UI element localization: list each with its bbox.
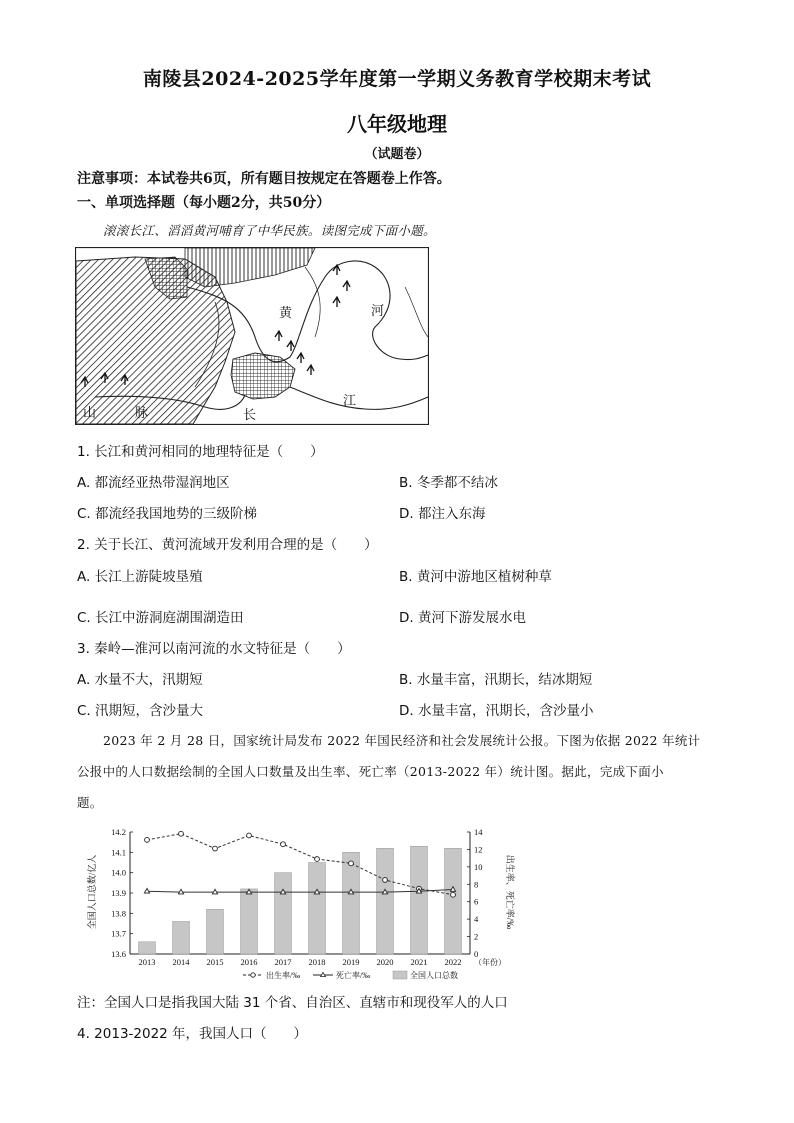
chart-note: 注：全国人口是指我国大陆 31 个省、自治区、直辖市和现役军人的人口: [77, 995, 508, 1011]
y-left-tick-label: 14.1: [111, 847, 126, 858]
legend-death-marker: [321, 972, 326, 976]
y-axis-left-label: 全国人口总数/亿人: [87, 854, 97, 930]
exam-title: 南陵县2024-2025学年度第一学期义务教育学校期末考试: [142, 68, 652, 90]
map-label-mai: 脉: [135, 405, 149, 420]
q2-option-d[interactable]: D. 黄河下游发展水电: [399, 610, 526, 626]
q1-option-d[interactable]: D. 都注入东海: [399, 506, 486, 522]
y-left-tick-label: 13.7: [111, 928, 126, 939]
x-axis-unit: （年份）: [474, 958, 506, 967]
map-label-shan: 山: [83, 405, 97, 420]
birth-rate-point: [145, 837, 150, 842]
legend-bar-label: 全国人口总数: [410, 971, 458, 980]
x-tick-label: 2018: [308, 957, 326, 967]
notice: 注意事项：本试卷共6页，所有题目按规定在答题卷上作答。: [77, 171, 451, 187]
volume-label: （试题卷）: [364, 147, 430, 162]
section-heading: 一、单项选择题（每小题2分，共50分）: [77, 195, 331, 211]
intro-paragraph-2-line-2: 公报中的人口数据绘制的全国人口数量及出生率、死亡率（2013-2022 年）统计图。据此，完成下面小: [77, 764, 664, 779]
x-tick-label: 2021: [410, 957, 428, 967]
population-bar: [445, 848, 462, 954]
x-tick-label: 2022: [444, 957, 462, 967]
x-tick-label: 2019: [342, 957, 360, 967]
y-left-tick-label: 14.2: [111, 827, 126, 837]
x-tick-label: 2014: [172, 957, 190, 967]
x-tick-label: 2016: [240, 957, 258, 967]
y-right-tick-label: 0: [474, 949, 479, 959]
question-3-stem: 3. 秦岭—淮河以南河流的水文特征是（ ）: [77, 641, 351, 657]
population-bar: [309, 863, 326, 955]
population-bar: [139, 942, 156, 954]
map-label-chang: 长: [243, 407, 257, 422]
q1-option-a[interactable]: A. 都流经亚热带湿润地区: [77, 475, 230, 491]
y-left-tick-label: 13.6: [111, 949, 126, 959]
population-bar: [343, 852, 360, 954]
y-right-tick-label: 4: [474, 914, 479, 925]
x-tick-label: 2017: [274, 957, 292, 967]
q3-option-c[interactable]: C. 汛期短，含沙量大: [77, 703, 204, 719]
population-bar: [275, 873, 292, 954]
population-bar: [207, 909, 224, 954]
y-right-tick-label: 2: [474, 931, 479, 942]
birth-rate-point: [213, 846, 218, 851]
q1-option-b[interactable]: B. 冬季都不结冰: [399, 475, 498, 491]
birth-rate-point: [179, 831, 184, 836]
y-right-tick-label: 12: [474, 844, 483, 855]
death-rate-point: [212, 889, 217, 894]
population-bar: [173, 921, 190, 954]
intro-paragraph-2-line-1: 2023 年 2 月 28 日，国家统计局发布 2022 年国民经济和社会发展统计公报。下图为依据 2022 年统计: [103, 733, 701, 748]
legend-birth-marker: [251, 973, 255, 977]
y-left-tick-label: 13.8: [111, 908, 126, 919]
death-rate-point: [144, 888, 149, 893]
birth-rate-point: [451, 892, 456, 897]
legend-death-label: 死亡率/‰: [336, 971, 371, 980]
birth-rate-line: [147, 834, 453, 895]
map-label-jiang: 江: [343, 393, 357, 408]
legend-bar-swatch: [393, 971, 407, 979]
birth-rate-point: [247, 833, 252, 838]
x-tick-label: 2013: [138, 957, 156, 967]
q3-option-d[interactable]: D. 水量丰富，汛期长，含沙量小: [399, 703, 594, 719]
x-tick-label: 2020: [376, 957, 394, 967]
question-1-stem: 1. 长江和黄河相同的地理特征是（ ）: [77, 444, 324, 460]
map-label-he: 河: [371, 303, 385, 318]
q3-option-b[interactable]: B. 水量丰富，汛期长，结冰期短: [399, 672, 593, 688]
population-chart: [75, 820, 535, 980]
birth-rate-point: [383, 878, 388, 883]
q2-option-c[interactable]: C. 长江中游洞庭湖围湖造田: [77, 610, 244, 626]
birth-rate-point: [349, 861, 354, 866]
intro-paragraph-2-line-3: 题。: [77, 795, 103, 810]
question-2-stem: 2. 关于长江、黄河流域开发利用合理的是（ ）: [77, 537, 378, 553]
q2-option-a[interactable]: A. 长江上游陡坡垦殖: [77, 569, 203, 585]
river-map: [75, 247, 429, 425]
legend-birth-label: 出生率/‰: [266, 971, 301, 980]
population-bar: [241, 889, 258, 954]
map-label-huang: 黄: [279, 305, 293, 320]
y-right-tick-label: 14: [474, 827, 483, 837]
q2-option-b[interactable]: B. 黄河中游地区植树种草: [399, 569, 552, 585]
population-bar: [377, 848, 394, 954]
y-right-tick-label: 6: [474, 896, 479, 907]
intro-paragraph-1: 滚滚长江、滔滔黄河哺育了中华民族。读图完成下面小题。: [103, 223, 436, 238]
y-left-tick-label: 14.0: [111, 867, 126, 878]
exam-subtitle: 八年级地理: [347, 112, 447, 136]
q3-option-a[interactable]: A. 水量不大，汛期短: [77, 672, 203, 688]
birth-rate-point: [315, 857, 320, 862]
question-4-stem: 4. 2013-2022 年，我国人口（ ）: [77, 1026, 308, 1042]
population-bar: [411, 846, 428, 954]
y-axis-right-label: 出生率、死亡率/‰: [505, 854, 515, 930]
death-rate-line: [147, 890, 453, 893]
y-right-tick-label: 8: [474, 879, 479, 890]
y-right-tick-label: 10: [474, 861, 483, 872]
y-left-tick-label: 13.9: [111, 888, 126, 898]
birth-rate-point: [281, 842, 286, 847]
x-tick-label: 2015: [206, 957, 224, 967]
q1-option-c[interactable]: C. 都流经我国地势的三级阶梯: [77, 506, 258, 522]
